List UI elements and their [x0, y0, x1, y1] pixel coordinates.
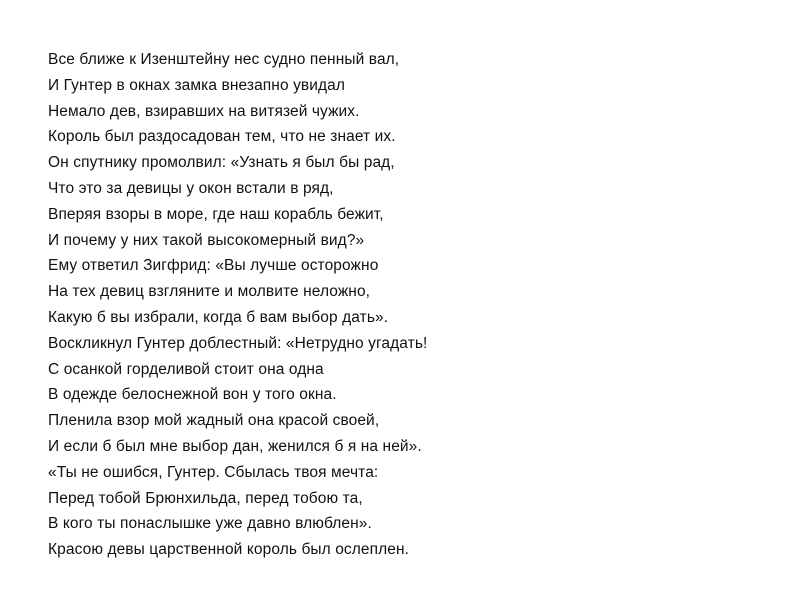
poem-line: Все ближе к Изенштейну нес судно пенный вал,: [48, 51, 400, 68]
poem-line: С осанкой горделивой стоит она одна: [48, 360, 324, 378]
poem-line: Немало дев, взиравших на витязей чужих.: [48, 102, 360, 120]
poem-line: Он спутнику промолвил: «Узнать я был бы рад,: [48, 154, 395, 172]
poem-line: В кого ты понаслышке уже давно влюблен».: [48, 515, 372, 533]
poem-line: Вперяя взоры в море, где наш корабль бежит,: [48, 205, 384, 223]
poem-line: Пленила взор мой жадный она красой своей,: [48, 412, 380, 430]
poem-line: Король был раздосадован тем, что не знает их.: [48, 128, 396, 146]
poem-line: «Ты не ошибся, Гунтер. Сбылась твоя мечта:: [48, 463, 379, 481]
poem-line: И Гунтер в окнах замка внезапно увидал: [48, 76, 346, 94]
poem-line: Воскликнул Гунтер доблестный: «Нетрудно угадать!: [48, 334, 428, 352]
poem-line: На тех девиц взгляните и молвите неложно,: [48, 283, 371, 301]
poem-line: Что это за девицы у окон встали в ряд,: [48, 179, 334, 197]
poem-line: Красою девы царственной король был ослеплен.: [48, 541, 410, 559]
poem-line: В одежде белоснежной вон у того окна.: [48, 386, 337, 404]
poem-text: [48, 47, 427, 563]
poem-line: И если б был мне выбор дан, женился б я на ней».: [48, 437, 422, 455]
poem-line: И почему у них такой высокомерный вид?»: [48, 231, 365, 249]
poem-line: Какую б вы избрали, когда б вам выбор дать».: [48, 308, 389, 326]
poem-line: Перед тобой Брюнхильда, перед тобою та,: [48, 489, 363, 507]
poem-line: Ему ответил Зигфрид: «Вы лучше осторожно: [48, 257, 379, 275]
